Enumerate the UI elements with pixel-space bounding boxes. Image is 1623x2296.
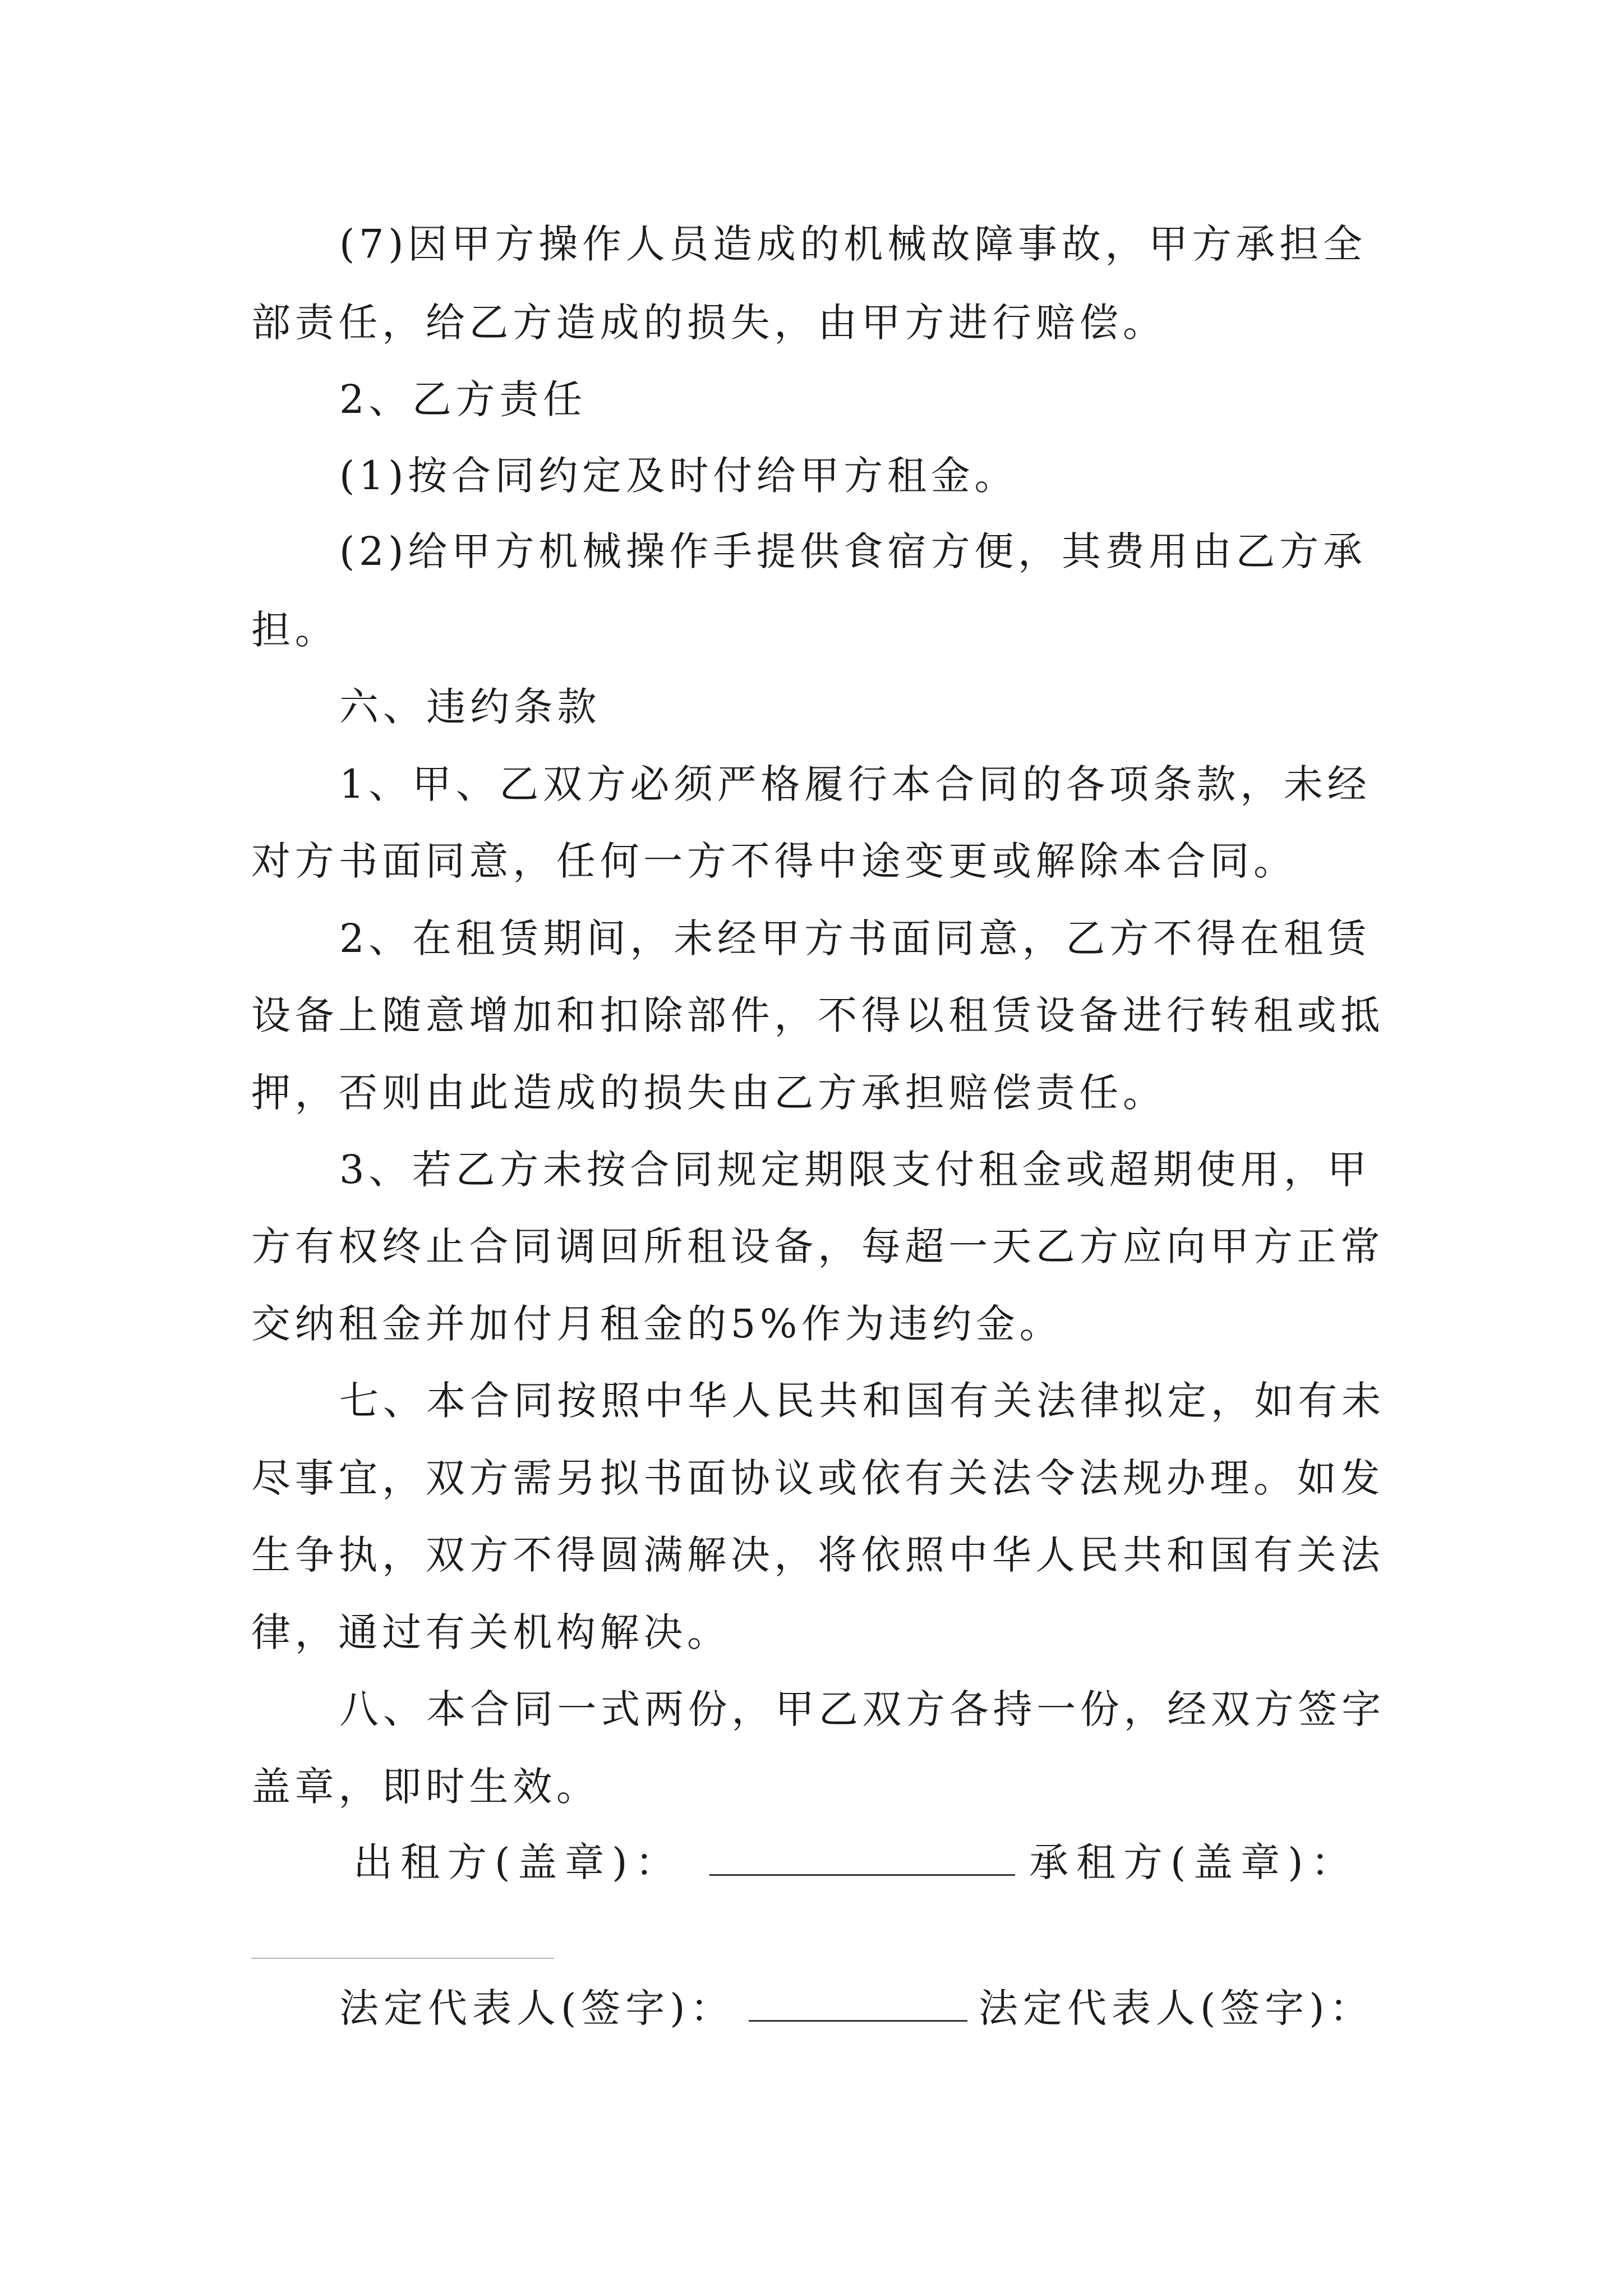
text-line: 2、在租赁期间，未经甲方书面同意，乙方不得在租赁 [339, 915, 1371, 961]
text-line: 交纳租金并加付月租金的5%作为违约金。 [251, 1301, 1063, 1347]
text-line: 担。 [251, 607, 339, 653]
text-line: (2)给甲方机械操作手提供食宿方便，其费用由乙方承 [339, 528, 1367, 574]
lessor-representative-blank [749, 1989, 967, 2028]
lessee-seal-label: 承租方(盖章)： [1029, 1839, 1358, 1885]
text-line: 尽事宜，双方需另拟书面协议或依有关法令法规办理。如发 [251, 1455, 1385, 1501]
signature-divider [251, 1958, 554, 1959]
text-line: (7)因甲方操作人员造成的机械故障事故，甲方承担全 [339, 221, 1367, 267]
text-line: 生争执，双方不得圆满解决，将依照中华人民共和国有关法 [251, 1532, 1385, 1578]
text-line: 1、甲、乙双方必须严格履行本合同的各项条款，未经 [339, 761, 1371, 807]
text-line: 律，通过有关机构解决。 [251, 1609, 731, 1655]
text-line: 押，否则由此造成的损失由乙方承担赔偿责任。 [251, 1070, 1166, 1116]
text-line: 对方书面同意，任何一方不得中途变更或解除本合同。 [251, 838, 1297, 884]
text-line: 八、本合同一式两份，甲乙双方各持一份，经双方签字 [339, 1686, 1385, 1732]
section-heading: 六、违约条款 [339, 684, 601, 730]
section-heading: 2、乙方责任 [339, 376, 587, 422]
text-line: 3、若乙方未按合同规定期限支付租金或超期使用，甲 [339, 1147, 1371, 1193]
text-line: 盖章，即时生效。 [251, 1764, 600, 1810]
text-line: 设备上随意增加和扣除部件，不得以租赁设备进行转租或抵 [251, 992, 1385, 1038]
lessee-representative-label: 法定代表人(签字)： [979, 1985, 1374, 2031]
text-line: 七、本合同按照中华人民共和国有关法律拟定，如有未 [339, 1378, 1385, 1424]
lessor-seal-blank [709, 1843, 1015, 1882]
lessor-representative-label: 法定代表人(签字)： [339, 1985, 735, 2031]
text-line: 方有权终止合同调回所租设备，每超一天乙方应向甲方正常 [251, 1223, 1385, 1269]
lessor-seal-label: 出租方(盖章)： [353, 1839, 683, 1885]
text-line: (1)按合同约定及时付给甲方租金。 [339, 453, 1018, 499]
text-line: 部责任，给乙方造成的损失，由甲方进行赔偿。 [251, 300, 1166, 346]
